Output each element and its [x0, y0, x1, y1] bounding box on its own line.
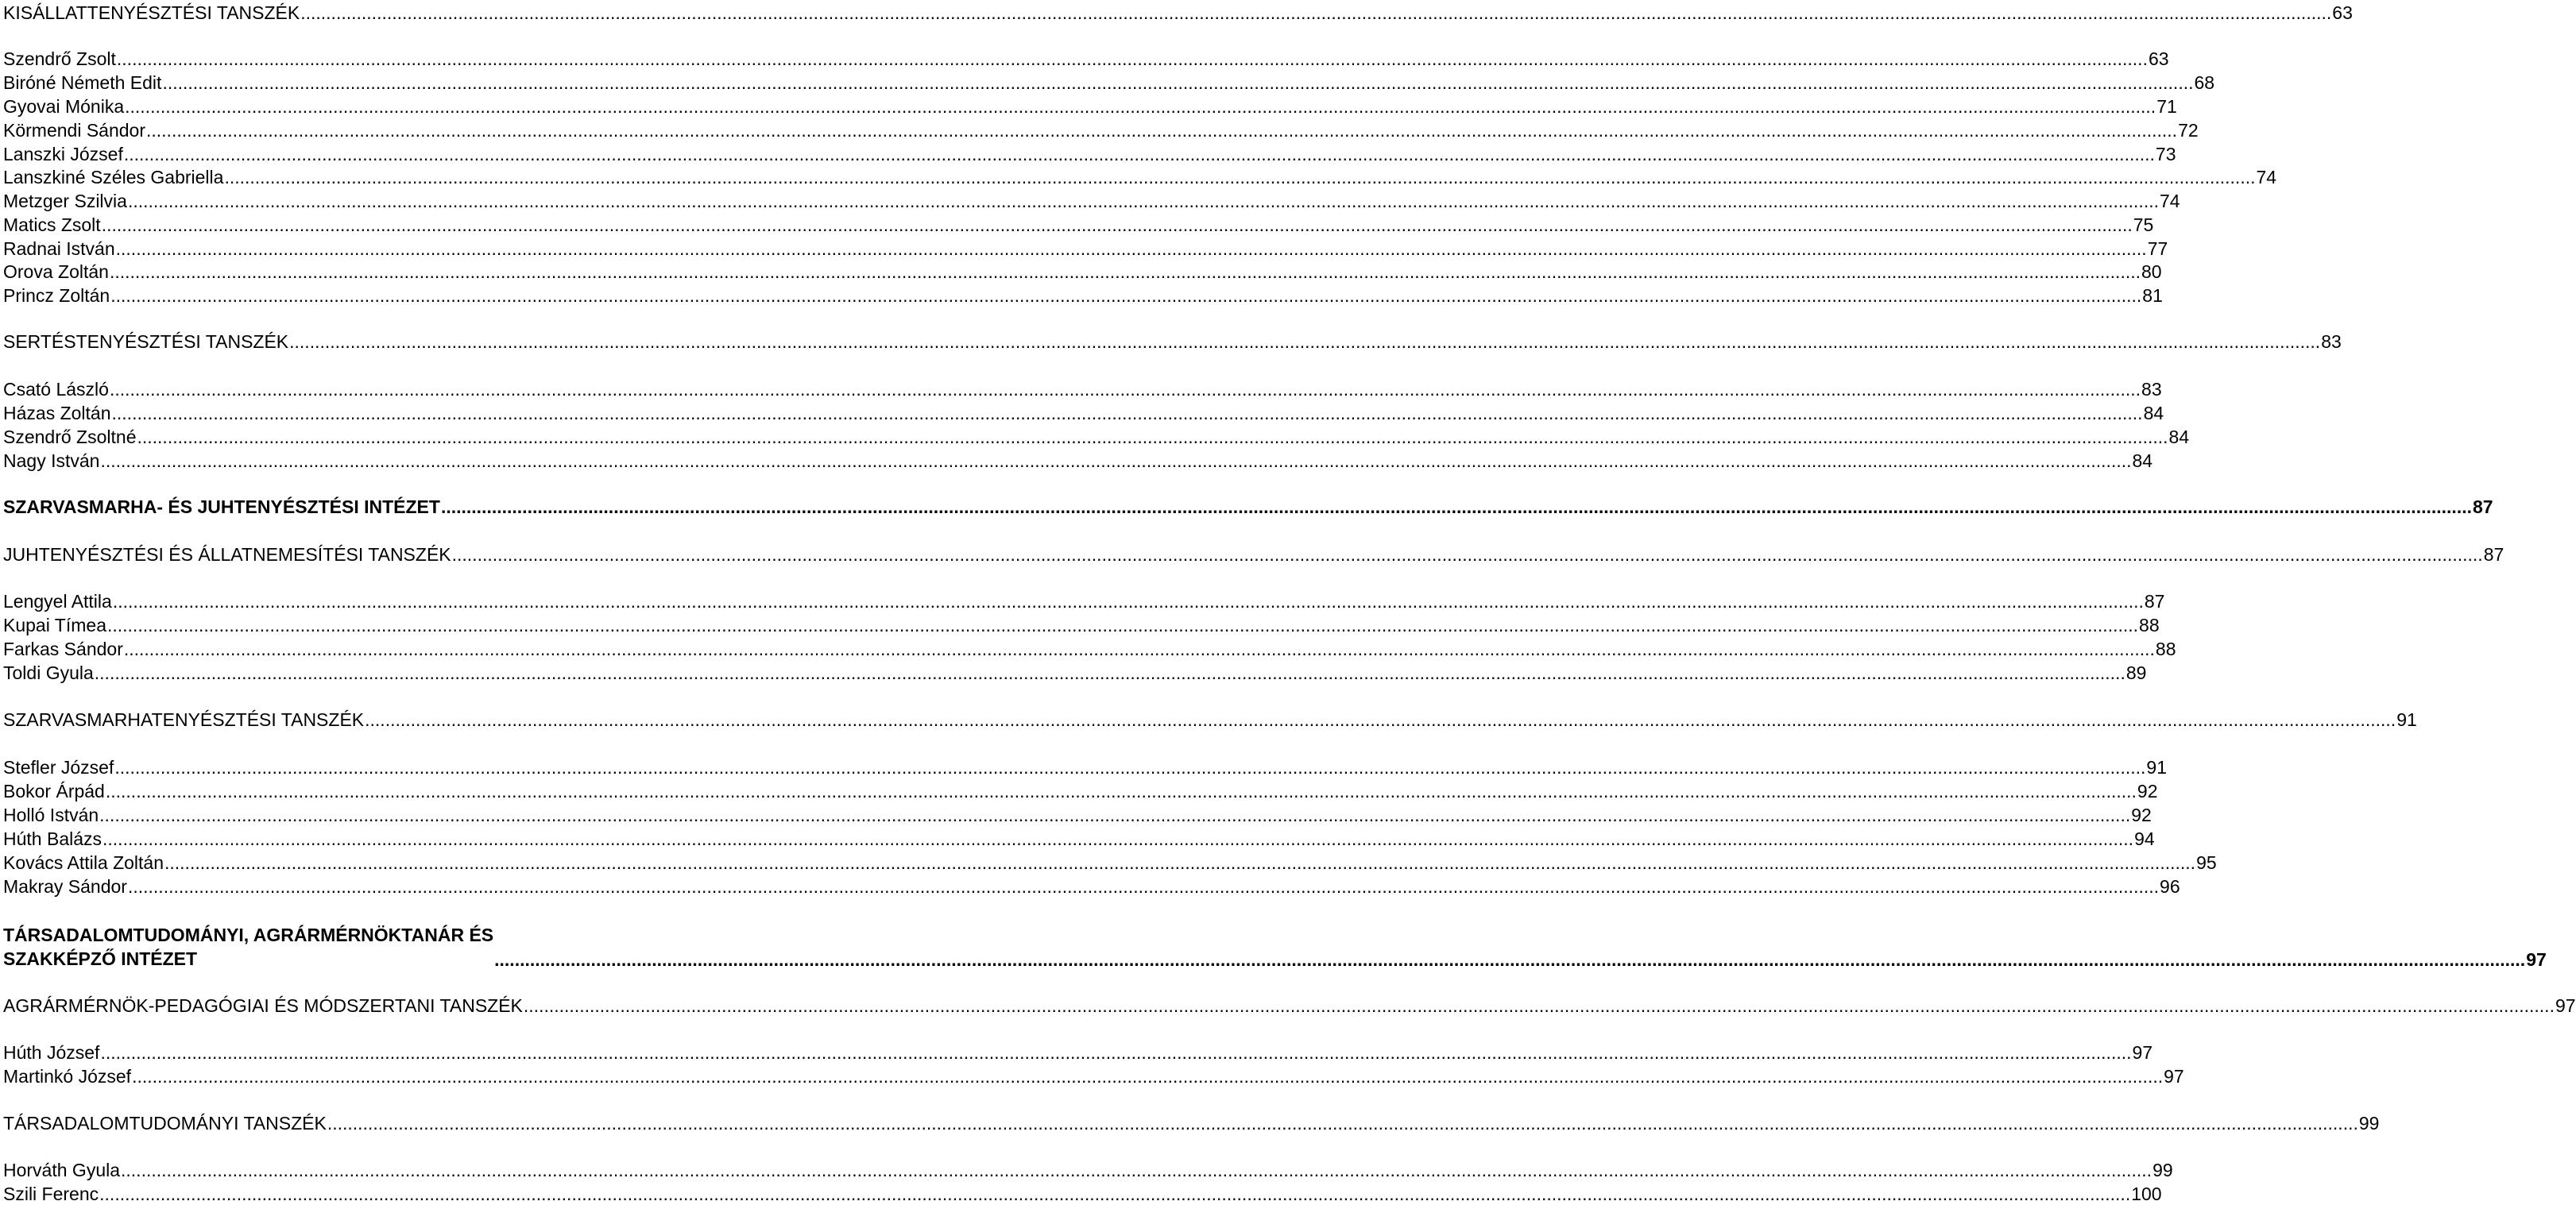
toc-page-number: 71 — [2156, 96, 2177, 117]
toc-page-number: 97 — [2526, 949, 2547, 970]
toc-leader-dots: ................................................................................................................................................................................................................................................................................................................................................................................................................ — [110, 285, 2142, 306]
toc-entry[interactable] — [3, 636, 2176, 660]
toc-entry-label: Makray Sándor — [3, 876, 127, 897]
toc-entry[interactable] — [3, 212, 2154, 236]
toc-entry-label: Lengyel Attila — [3, 591, 112, 612]
toc-page-number: 97 — [2555, 995, 2576, 1016]
toc-page-number: 99 — [2358, 1113, 2380, 1134]
toc-page-number: 91 — [2146, 757, 2167, 778]
toc-entry[interactable] — [3, 236, 2168, 260]
toc-entry-label: Bokor Árpád — [3, 781, 105, 801]
toc-page-number: 87 — [2144, 591, 2165, 612]
toc-entry[interactable] — [3, 1181, 2162, 1205]
toc-leader-dots: ................................................................................................................................................................................................................................................................................................................................................................................................................ — [146, 120, 2178, 141]
toc-leader-dots: ................................................................................................................................................................................................................................................................................................................................................................................................................ — [100, 1042, 2132, 1063]
toc-leader-dots: ................................................................................................................................................................................................................................................................................................................................................................................................................ — [327, 1113, 2358, 1134]
toc-entry[interactable] — [3, 921, 2547, 971]
toc-entry-label: Lanszki József — [3, 144, 123, 164]
toc-entry[interactable] — [3, 660, 2147, 684]
toc-page-number: 91 — [2396, 709, 2417, 730]
toc-entry[interactable] — [3, 707, 2417, 731]
toc-entry[interactable] — [3, 329, 2342, 353]
toc-leader-dots: ................................................................................................................................................................................................................................................................................................................................................................................................................ — [127, 876, 2160, 897]
toc-page-number: 97 — [2132, 1042, 2153, 1063]
toc-leader-dots: ................................................................................................................................................................................................................................................................................................................................................................................................................ — [300, 2, 2332, 23]
toc-leader-dots: ................................................................................................................................................................................................................................................................................................................................................................................................................ — [111, 403, 2143, 423]
toc-entry[interactable] — [3, 874, 2180, 898]
toc-entry[interactable] — [3, 993, 2576, 1017]
toc-entry-label: Gyovai Mónika — [3, 96, 125, 117]
toc-leader-dots: ................................................................................................................................................................................................................................................................................................................................................................................................................ — [99, 1184, 2131, 1204]
toc-entry-label: SZARVASMARHA- ÉS JUHTENYÉSZTÉSI INTÉZET — [3, 496, 440, 517]
toc-entry[interactable] — [3, 118, 2199, 141]
toc-entry-label: JUHTENYÉSZTÉSI ÉS ÁLLATNEMESÍTÉSI TANSZÉK — [3, 544, 451, 565]
toc-page-number: 92 — [2137, 781, 2158, 801]
toc-entry[interactable] — [3, 283, 2163, 307]
toc-entry[interactable] — [3, 0, 2353, 24]
toc-entry-label: Radnai István — [3, 238, 115, 259]
toc-entry-label: Biróné Németh Edit — [3, 72, 162, 93]
toc-entry-label: Kovács Attila Zoltán — [3, 852, 164, 873]
toc-entry-label: SERTÉSTENYÉSZTÉSI TANSZÉK — [3, 331, 289, 352]
toc-entry[interactable] — [3, 424, 2190, 448]
toc-entry[interactable] — [3, 494, 2493, 518]
toc-leader-dots: ................................................................................................................................................................................................................................................................................................................................................................................................................ — [101, 214, 2133, 235]
toc-entry-label: Metzger Szilvia — [3, 191, 127, 211]
toc-entry-label: Martinkó József — [3, 1066, 132, 1087]
toc-leader-dots: ................................................................................................................................................................................................................................................................................................................................................................................................................ — [137, 427, 2168, 447]
toc-page-number: 84 — [2132, 450, 2153, 471]
toc-entry-label: Házas Zoltán — [3, 403, 111, 423]
toc-entry[interactable] — [3, 1110, 2380, 1134]
toc-page-number: 100 — [2131, 1184, 2162, 1204]
toc-page-number: 97 — [2164, 1066, 2184, 1087]
toc-leader-dots: ................................................................................................................................................................................................................................................................................................................................................................................................................ — [102, 828, 2134, 849]
toc-entry-label: Lanszkiné Széles Gabriella — [3, 167, 224, 187]
toc-page-number: 87 — [2473, 496, 2493, 517]
toc-page-number: 80 — [2141, 261, 2162, 282]
toc-leader-dots: ................................................................................................................................................................................................................................................................................................................................................................................................................ — [109, 379, 2141, 400]
toc-entry-label: Matics Zsolt — [3, 214, 101, 235]
toc-entry-label: Szendrő Zsoltné — [3, 427, 137, 447]
toc-page-number: 73 — [2155, 144, 2176, 164]
toc-entry[interactable] — [3, 1040, 2153, 1064]
toc-leader-dots: ................................................................................................................................................................................................................................................................................................................................................................................................................ — [451, 544, 2483, 565]
toc-entry[interactable] — [3, 141, 2176, 165]
toc-page-number: 84 — [2143, 403, 2164, 423]
toc-page-number: 68 — [2194, 72, 2215, 93]
toc-page-number: 89 — [2125, 662, 2147, 683]
toc-entry-label: Kupai Tímea — [3, 615, 106, 635]
toc-page-number: 74 — [2160, 191, 2180, 211]
toc-entry-label: Nagy István — [3, 450, 100, 471]
toc-page-number: 81 — [2142, 285, 2163, 306]
toc-page-number: 72 — [2178, 120, 2199, 141]
toc-entry[interactable] — [3, 377, 2162, 400]
toc-entry[interactable] — [3, 802, 2152, 826]
toc-leader-dots: ................................................................................................................................................................................................................................................................................................................................................................................................................ — [115, 238, 2147, 259]
toc-leader-dots: ................................................................................................................................................................................................................................................................................................................................................................................................................ — [94, 662, 2125, 683]
toc-page-number: 83 — [2141, 379, 2162, 400]
toc-leader-dots: ................................................................................................................................................................................................................................................................................................................................................................................................................ — [105, 781, 2137, 801]
toc-entry[interactable] — [3, 70, 2215, 94]
toc-entry-label: Farkas Sándor — [3, 639, 123, 659]
toc-entry-label: AGRÁRMÉRNÖK-PEDAGÓGIAI ÉS MÓDSZERTANI TANSZÉK — [3, 995, 523, 1016]
toc-entry-label-line1: TÁRSADALOMTUDOMÁNYI, AGRÁRMÉRNÖKTANÁR ÉS — [3, 925, 494, 945]
toc-leader-dots: ................................................................................................................................................................................................................................................................................................................................................................................................................ — [116, 48, 2148, 69]
toc-entry-label: Stefler József — [3, 757, 114, 778]
toc-entry-label: SZARVASMARHATENYÉSZTÉSI TANSZÉK — [3, 709, 365, 730]
toc-leader-dots: ................................................................................................................................................................................................................................................................................................................................................................................................................ — [440, 496, 2472, 517]
toc-entry-label: KISÁLLATTENYÉSZTÉSI TANSZÉK — [3, 2, 300, 23]
toc-entry[interactable] — [3, 188, 2180, 212]
toc-page-number: 75 — [2133, 214, 2154, 235]
toc-page-number: 74 — [2256, 167, 2277, 187]
toc-leader-dots: ................................................................................................................................................................................................................................................................................................................................................................................................................ — [289, 331, 2321, 352]
toc-entry-label: Holló István — [3, 805, 99, 825]
toc-entry[interactable] — [3, 448, 2153, 472]
toc-entry-label: Szili Ferenc — [3, 1184, 99, 1204]
toc-leader-dots: ................................................................................................................................................................................................................................................................................................................................................................................................................ — [494, 949, 2526, 970]
toc-leader-dots: ................................................................................................................................................................................................................................................................................................................................................................................................................ — [109, 261, 2141, 282]
toc-entry-label: Toldi Gyula — [3, 662, 94, 683]
toc-page-number: 87 — [2483, 544, 2504, 565]
toc-leader-dots: ................................................................................................................................................................................................................................................................................................................................................................................................................ — [523, 995, 2555, 1016]
toc-leader-dots: ................................................................................................................................................................................................................................................................................................................................................................................................................ — [162, 72, 2194, 93]
toc-page-number: 63 — [2332, 2, 2353, 23]
toc-page-number: 83 — [2321, 331, 2342, 352]
toc-page-number: 99 — [2152, 1160, 2173, 1180]
toc-leader-dots: ................................................................................................................................................................................................................................................................................................................................................................................................................ — [123, 639, 2155, 659]
toc-page-number: 77 — [2147, 238, 2168, 259]
toc-entry-label: TÁRSADALOMTUDOMÁNYI TANSZÉK — [3, 1113, 327, 1134]
toc-entry[interactable] — [3, 612, 2160, 636]
toc-entry[interactable] — [3, 542, 2504, 566]
toc-leader-dots: ................................................................................................................................................................................................................................................................................................................................................................................................................ — [224, 167, 2256, 187]
toc-entry[interactable] — [3, 1064, 2184, 1087]
toc-entry-label: Húth József — [3, 1042, 100, 1063]
toc-entry[interactable] — [3, 94, 2177, 118]
toc-page-number: 95 — [2196, 852, 2217, 873]
toc-entry-label: Szendrő Zsolt — [3, 48, 116, 69]
toc-leader-dots: ................................................................................................................................................................................................................................................................................................................................................................................................................ — [132, 1066, 2164, 1087]
toc-leader-dots: ................................................................................................................................................................................................................................................................................................................................................................................................................ — [121, 1160, 2152, 1180]
toc-leader-dots: ................................................................................................................................................................................................................................................................................................................................................................................................................ — [123, 144, 2155, 164]
toc-leader-dots: ................................................................................................................................................................................................................................................................................................................................................................................................................ — [99, 805, 2131, 825]
toc-entry-label: Orova Zoltán — [3, 261, 109, 282]
toc-leader-dots: ................................................................................................................................................................................................................................................................................................................................................................................................................ — [112, 591, 2144, 612]
toc-entry[interactable] — [3, 400, 2164, 424]
toc-entry[interactable] — [3, 850, 2217, 874]
toc-entry[interactable] — [3, 1157, 2173, 1181]
toc-entry-label: Princz Zoltán — [3, 285, 110, 306]
toc-entry[interactable] — [3, 46, 2169, 70]
toc-leader-dots: ................................................................................................................................................................................................................................................................................................................................................................................................................ — [127, 191, 2159, 211]
toc-entry-label: Csató László — [3, 379, 109, 400]
toc-page-number: 94 — [2134, 828, 2155, 849]
toc-page-number: 96 — [2160, 876, 2180, 897]
toc-leader-dots: ................................................................................................................................................................................................................................................................................................................................................................................................................ — [125, 96, 2156, 117]
toc-page-number: 63 — [2148, 48, 2169, 69]
toc-entry-label-line2: SZAKKÉPZŐ INTÉZET — [3, 948, 198, 969]
toc-leader-dots: ................................................................................................................................................................................................................................................................................................................................................................................................................ — [164, 852, 2196, 873]
toc-entry[interactable] — [3, 755, 2167, 778]
toc-page-number: 84 — [2168, 427, 2190, 447]
toc-entry[interactable] — [3, 164, 2277, 188]
toc-page-number: 88 — [2139, 615, 2160, 635]
toc-page-number: 88 — [2155, 639, 2176, 659]
toc-entry[interactable] — [3, 589, 2165, 612]
toc-leader-dots: ................................................................................................................................................................................................................................................................................................................................................................................................................ — [100, 450, 2132, 471]
toc-entry[interactable] — [3, 259, 2162, 283]
toc-entry[interactable] — [3, 778, 2158, 802]
toc-entry-label — [3, 923, 493, 971]
toc-page-number: 92 — [2131, 805, 2152, 825]
toc-leader-dots: ................................................................................................................................................................................................................................................................................................................................................................................................................ — [365, 709, 2396, 730]
toc-leader-dots: ................................................................................................................................................................................................................................................................................................................................................................................................................ — [106, 615, 2139, 635]
toc-entry-label: Horváth Gyula — [3, 1160, 121, 1180]
toc-entry-label: Körmendi Sándor — [3, 120, 145, 141]
toc-entry-label: Húth Balázs — [3, 828, 102, 849]
toc-entry[interactable] — [3, 826, 2155, 850]
toc-leader-dots: ................................................................................................................................................................................................................................................................................................................................................................................................................ — [114, 757, 2146, 778]
